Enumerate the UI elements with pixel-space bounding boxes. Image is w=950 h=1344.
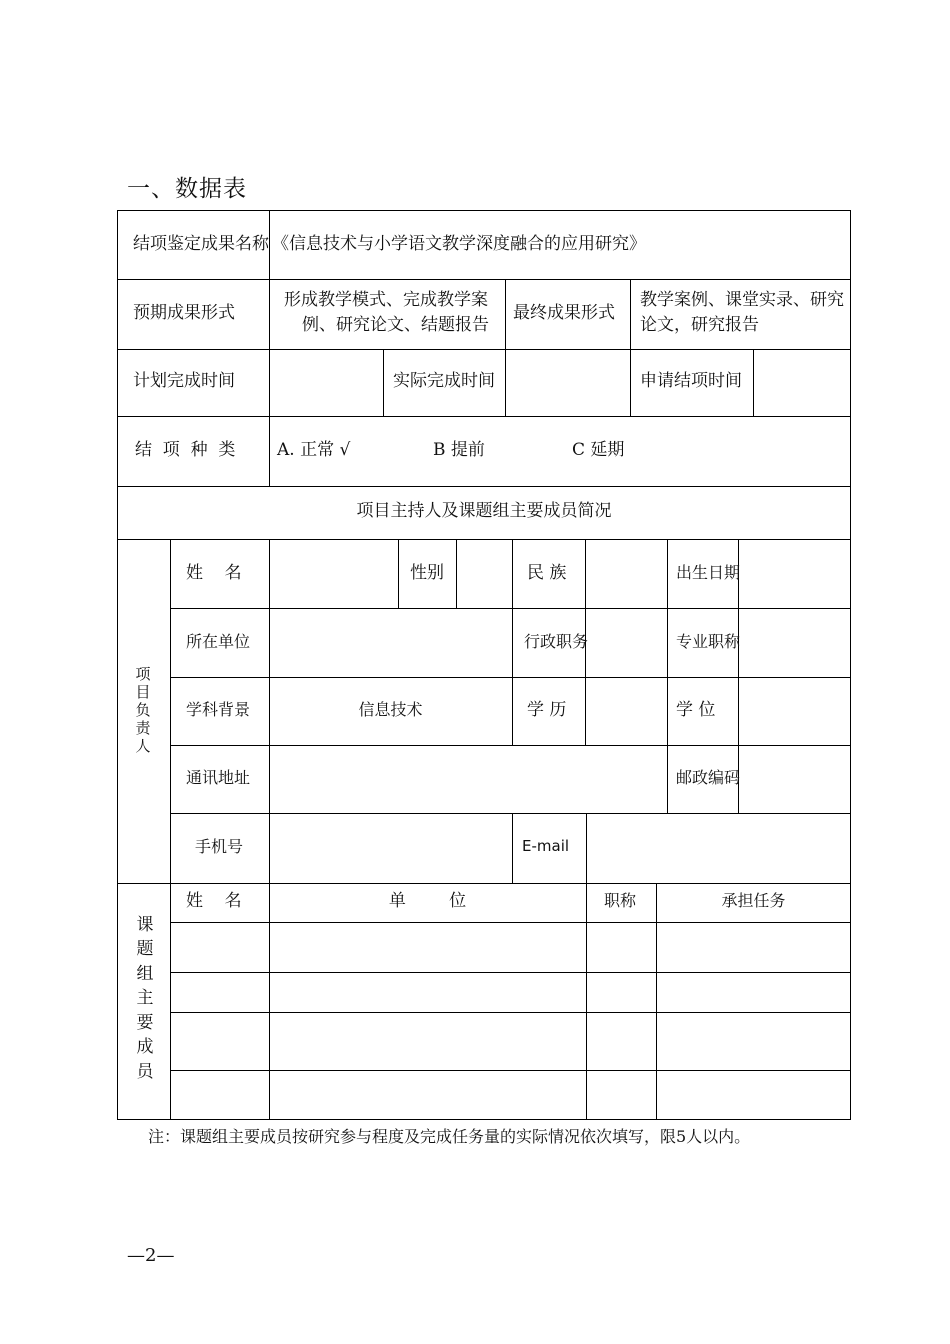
address-label: 通讯地址 [186, 768, 251, 787]
expected-form-line1: 形成教学模式、完成教学案 [284, 290, 488, 310]
col-divider [383, 349, 384, 416]
postcode-label: 邮政编码 [676, 768, 741, 787]
col-divider [170, 539, 171, 1120]
actual-time-label: 实际完成时间 [393, 371, 495, 391]
leader-group-label: 项目负责人 [135, 665, 151, 755]
completion-type-label: 结 项 种 类 [135, 440, 236, 460]
section-heading: 一、数据表 [127, 176, 247, 202]
row-divider [170, 608, 851, 609]
row-divider [117, 416, 851, 417]
row-divider [170, 1012, 851, 1013]
members-col-task: 承担任务 [721, 891, 786, 910]
col-divider [269, 539, 270, 1120]
col-divider [512, 813, 513, 883]
col-divider [512, 539, 513, 745]
members-section-title: 项目主持人及课题组主要成员简况 [356, 501, 612, 521]
row-divider [170, 745, 851, 746]
expected-form-label: 预期成果形式 [133, 303, 235, 323]
members-group-label: 课题组主要成员 [136, 915, 154, 1082]
col-divider [753, 349, 754, 416]
final-form-line2: 论文，研究报告 [640, 315, 759, 335]
project-title-value: 《信息技术与小学语文教学深度融合的应用研究》 [272, 234, 646, 254]
planned-time-label: 计划完成时间 [133, 371, 235, 391]
col-divider [586, 813, 587, 1120]
apply-time-label: 申请结项时间 [640, 371, 742, 391]
row-divider [117, 279, 851, 280]
row-divider [117, 539, 851, 540]
row-divider [117, 883, 851, 884]
education-label: 学 历 [527, 700, 567, 720]
discipline-label: 学科背景 [186, 700, 251, 719]
col-divider [456, 539, 457, 608]
col-divider [656, 883, 657, 1120]
col-divider [630, 279, 631, 416]
col-divider [269, 210, 270, 486]
expected-form-line2: 例、研究论文、结题报告 [302, 315, 489, 335]
completion-type-option-b: B 提前 [433, 440, 485, 460]
row-divider [117, 486, 851, 487]
page-number: —2— [127, 1245, 175, 1266]
row-divider [170, 813, 851, 814]
col-divider [505, 349, 506, 416]
final-form-label: 最终成果形式 [513, 303, 615, 323]
completion-type-option-a: A. 正常 √ [277, 440, 351, 460]
row-divider [170, 972, 851, 973]
footnote: 注：课题组主要成员按研究参与程度及完成任务量的实际情况依次填写，限5人以内。 [148, 1127, 751, 1146]
data-table [117, 210, 851, 1120]
name-label: 姓 名 [186, 563, 242, 583]
unit-label: 所在单位 [186, 632, 251, 651]
row-divider [170, 1070, 851, 1071]
ethnicity-label: 民 族 [527, 563, 567, 583]
phone-label: 手机号 [195, 837, 244, 856]
discipline-value: 信息技术 [358, 700, 423, 719]
col-divider [667, 539, 668, 813]
row-divider [117, 349, 851, 350]
row-divider [170, 922, 851, 923]
members-col-name: 姓 名 [186, 891, 242, 911]
email-label: E-mail [522, 837, 570, 855]
gender-label: 性别 [410, 563, 444, 583]
members-col-unit: 单 位 [388, 891, 467, 911]
birth-date-label: 出生日期 [676, 563, 741, 582]
col-divider [398, 539, 399, 608]
col-divider [505, 279, 506, 349]
completion-type-option-c: C 延期 [572, 440, 625, 460]
professional-title-label: 专业职称 [676, 632, 741, 651]
members-col-title: 职称 [604, 891, 637, 910]
degree-label: 学 位 [676, 700, 716, 720]
project-title-label: 结项鉴定成果名称 [133, 234, 269, 254]
final-form-line1: 教学案例、课堂实录、研究 [640, 290, 844, 310]
row-divider [170, 677, 851, 678]
admin-post-label: 行政职务 [524, 632, 589, 651]
